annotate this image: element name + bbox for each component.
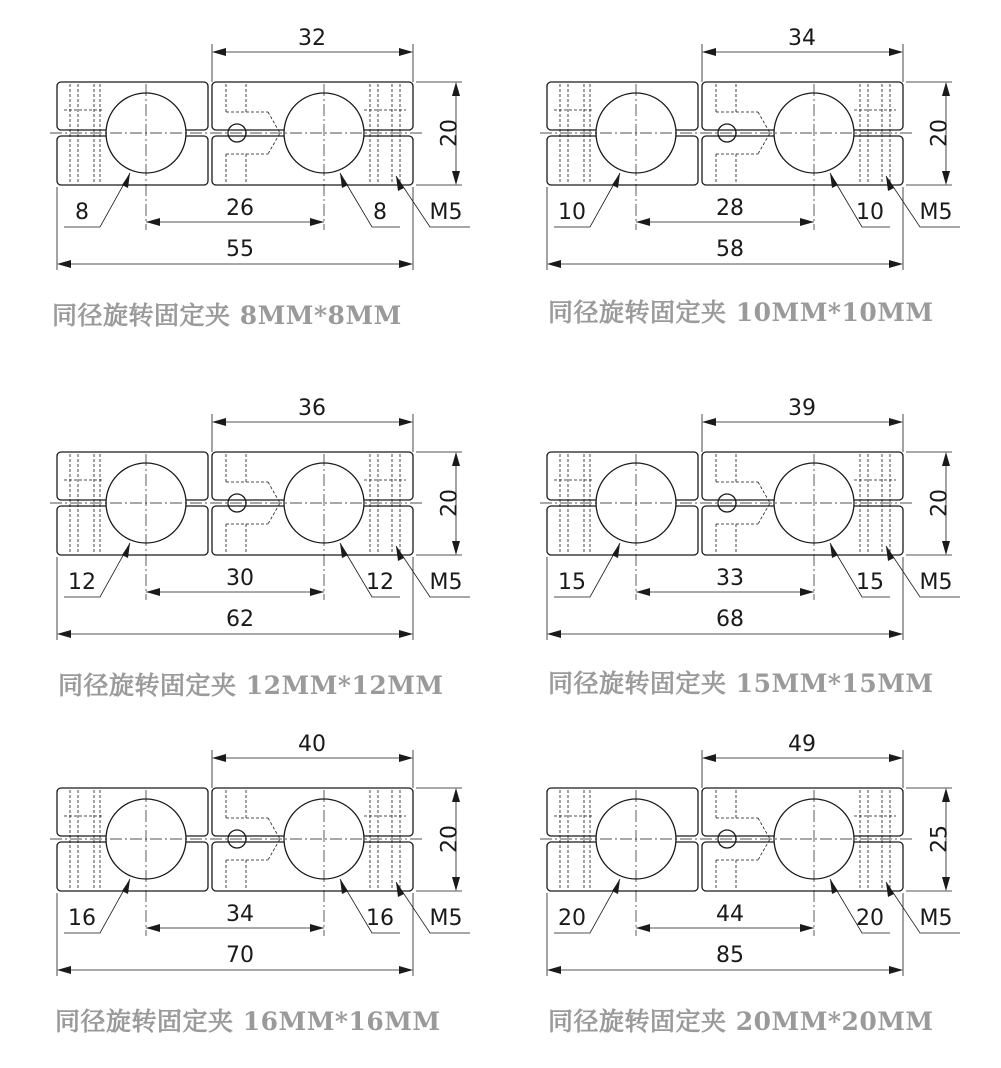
clamp-caption: [58, 666, 444, 702]
caption-size: 20MM*20MM: [735, 1007, 934, 1036]
dim-total-length: 68: [716, 607, 744, 632]
caption-spacer: [727, 669, 736, 698]
dim-hole-right: 10: [856, 200, 884, 225]
clamp-caption: [52, 296, 402, 332]
dim-top-span: 32: [298, 26, 326, 51]
dim-total-length: 55: [226, 237, 254, 262]
caption-name: 同径旋转固定夹: [548, 298, 727, 327]
clamp-caption: [55, 1002, 441, 1038]
caption-name: 同径旋转固定夹: [548, 669, 727, 698]
dim-hole-left: 10: [558, 200, 586, 225]
dim-hole-pitch: 33: [716, 566, 744, 591]
clamp-caption: [548, 1002, 934, 1038]
clamp-caption: [548, 664, 934, 700]
dim-hole-right: 16: [366, 906, 394, 931]
dim-thread: M5: [919, 200, 953, 225]
caption-name: 同径旋转固定夹: [58, 671, 237, 700]
dim-hole-pitch: 30: [226, 566, 254, 591]
dim-top-span: 49: [788, 732, 816, 757]
clamp-caption: [548, 293, 934, 329]
dim-total-length: 58: [716, 237, 744, 262]
dim-thread: M5: [429, 570, 463, 595]
caption-name: 同径旋转固定夹: [55, 1007, 234, 1036]
dim-hole-right: 15: [856, 570, 884, 595]
dim-total-length: 62: [226, 607, 254, 632]
dim-height: 20: [927, 489, 953, 517]
dim-hole-right: 8: [373, 200, 387, 225]
caption-size: 16MM*16MM: [242, 1007, 441, 1036]
caption-spacer: [237, 671, 246, 700]
dim-top-span: 36: [298, 396, 326, 421]
dim-top-span: 39: [788, 396, 816, 421]
dim-hole-left: 12: [68, 570, 96, 595]
dim-total-length: 70: [226, 943, 254, 968]
dim-height: 20: [437, 119, 463, 147]
dim-height: 20: [437, 825, 463, 853]
dim-hole-pitch: 26: [226, 196, 254, 221]
dim-hole-left: 16: [68, 906, 96, 931]
dim-hole-left: 20: [558, 906, 586, 931]
caption-size: 15MM*15MM: [735, 669, 934, 698]
dim-top-span: 34: [788, 26, 816, 51]
caption-size: 12MM*12MM: [245, 671, 444, 700]
dim-hole-pitch: 44: [716, 902, 744, 927]
dim-hole-left: 15: [558, 570, 586, 595]
dim-thread: M5: [429, 200, 463, 225]
dim-hole-left: 8: [75, 200, 89, 225]
dim-height: 25: [927, 825, 953, 853]
caption-spacer: [727, 1007, 736, 1036]
dim-height: 20: [437, 489, 463, 517]
dim-hole-pitch: 34: [226, 902, 254, 927]
dim-thread: M5: [919, 906, 953, 931]
dim-thread: M5: [919, 570, 953, 595]
caption-spacer: [234, 1007, 243, 1036]
dim-height: 20: [927, 119, 953, 147]
caption-size: 10MM*10MM: [735, 298, 934, 327]
caption-spacer: [727, 298, 736, 327]
dim-top-span: 40: [298, 732, 326, 757]
dim-hole-right: 12: [366, 570, 394, 595]
caption-name: 同径旋转固定夹: [548, 1007, 727, 1036]
dim-total-length: 85: [716, 943, 744, 968]
caption-name: 同径旋转固定夹: [52, 301, 231, 330]
dim-hole-pitch: 28: [716, 196, 744, 221]
caption-size: 8MM*8MM: [239, 301, 402, 330]
dim-thread: M5: [429, 906, 463, 931]
dim-hole-right: 20: [856, 906, 884, 931]
caption-spacer: [231, 301, 240, 330]
